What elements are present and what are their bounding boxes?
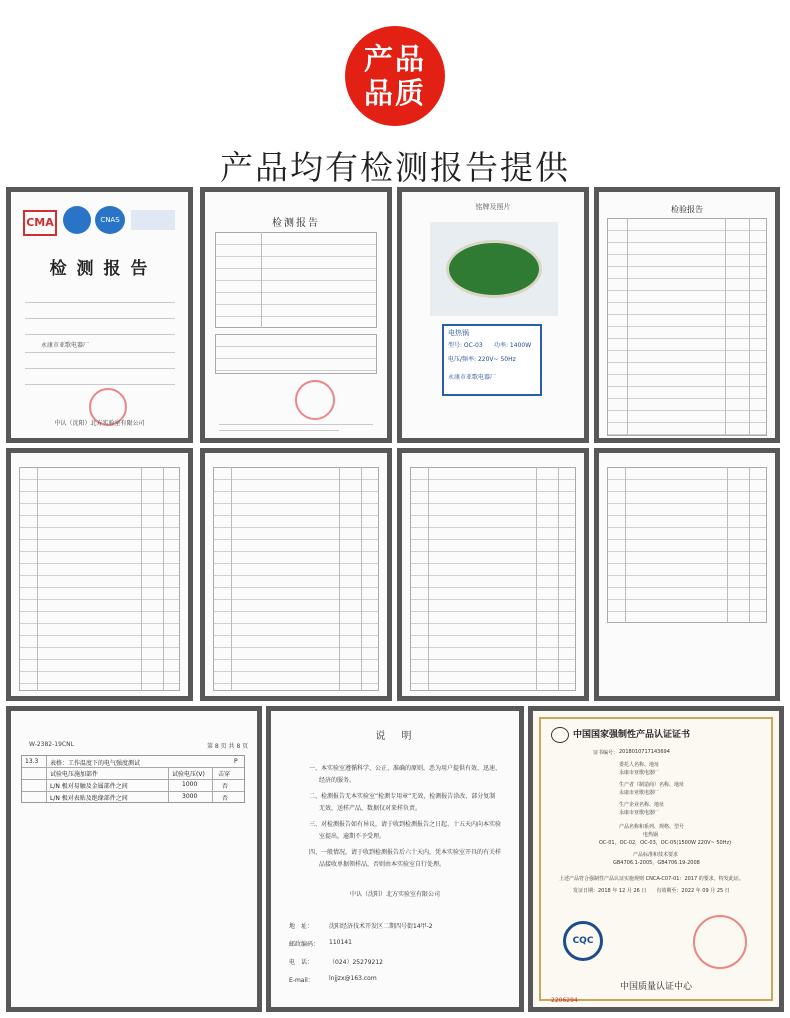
test-table-page-3-thumbnail	[397, 448, 589, 701]
row-number: 13.3	[25, 758, 39, 765]
row-2-voltage: 3000	[182, 793, 198, 800]
red-seal-stamp	[693, 915, 747, 969]
report-form-sheet	[205, 192, 387, 438]
certificate-footer: 中国质量认证中心	[619, 982, 692, 992]
product-photo-thumbnail	[397, 187, 589, 443]
test-results-thumbnail	[594, 187, 780, 443]
nameplate-maker: 永康市亚歌电器厂	[448, 374, 497, 381]
email-label: E-mail：	[289, 977, 314, 984]
voltage-test-table	[21, 755, 245, 803]
statement-line: 三、对检测报告如有异议，请于收到检测报告之日起、十五天内向本实验	[309, 821, 502, 828]
cert-product: 电热锅	[643, 832, 659, 838]
report-cover-thumbnail	[6, 187, 193, 443]
cert-section: 生产企业名称、地址	[619, 802, 665, 808]
cert-note: 上述产品符合强制性产品认证实施规则 CNCA-C07-01：2017 的要求，特发此证。	[559, 876, 744, 882]
ccc-mark-icon	[551, 727, 569, 743]
row-1-verdict: 否	[222, 783, 229, 790]
cert-section: 生产者（制造商）名称、地址	[619, 782, 685, 788]
results-page-title: 检验报告	[671, 205, 703, 214]
ccc-certificate-sheet	[533, 711, 779, 1007]
statement-line: 室提出，逾期不予受理。	[319, 833, 386, 840]
test-results-sheet	[599, 192, 775, 438]
cert-standard-label: 产品标准和技术要求	[633, 852, 679, 858]
postcode-label: 邮政编码：	[289, 941, 320, 948]
report-cover-brand: 永康市亚歌电器厂	[41, 342, 90, 349]
globe-logo-icon	[63, 206, 91, 234]
row-1-item: L/N 极对易触及金属部件之间	[50, 783, 128, 790]
page-subtitle: 产品均有检测报告提供	[220, 148, 570, 187]
cert-section: 产品名称和系列、规格、型号	[619, 824, 685, 830]
electric-pot-icon	[446, 240, 542, 298]
voltage-test-sheet	[11, 711, 257, 1007]
statement-line: 二、检测报告无本实验室“检测专用章”无效，检测报告涂改、部分复制	[309, 793, 496, 800]
report-cover-title: 检 测 报 告	[49, 259, 150, 279]
statement-title: 说 明	[375, 731, 415, 742]
row-title: 表格：工作温度下的电气强度测试	[50, 760, 141, 767]
telephone-label: 电 话：	[289, 959, 314, 966]
statement-company: 中认（沈阳）北方实验室有限公司	[349, 891, 440, 898]
cert-no-value: 2018010717143694	[619, 749, 670, 755]
photo-page-header: 铭牌及照片	[475, 203, 511, 211]
badge-line-2: 品质	[363, 76, 426, 110]
product-photo-sheet	[402, 192, 584, 438]
page-number: 第 8 页 共 8 页	[207, 743, 249, 750]
address-value: 沈阳经济技术开发区二期四号街14甲-2	[329, 923, 433, 930]
test-table-page-2-thumbnail	[200, 448, 392, 701]
address-label: 地 址：	[289, 923, 314, 930]
postcode-value: 110141	[329, 939, 352, 946]
report-cover-sheet	[11, 192, 188, 438]
cert-models: OC-01，OC-02，OC-03，OC-05(1500W 220V~ 50Hz)	[599, 840, 732, 846]
row-2-item: L/N 极对表贴及绝缘部件之间	[50, 795, 128, 802]
report-form-title: 检测报告	[272, 218, 320, 229]
ilac-logo	[131, 210, 175, 230]
badge-line-1: 产品	[363, 42, 426, 76]
row-result: P	[234, 758, 238, 765]
cert-dates: 发证日期：2018 年 12 月 26 日 有效期至：2022 年 09 月 25 日	[573, 888, 730, 894]
statement-line: 品接收单据领样品，否则由本实验室自行处理。	[319, 861, 446, 868]
nameplate-model: 型号: OC-03	[448, 342, 483, 349]
report-cover-footer: 中认（沈阳）北方实验室有限公司	[54, 420, 145, 427]
cert-value: 永康市亚歌电器厂	[619, 790, 660, 796]
cert-value: 永康市亚歌电器厂	[619, 770, 660, 776]
certificate-serial: 2206294	[551, 997, 578, 1004]
cert-value: 永康市亚歌电器厂	[619, 810, 660, 816]
email-value: lnjjzx@163.com	[329, 975, 377, 982]
nameplate-label	[442, 324, 542, 396]
voltage-test-page-thumbnail	[6, 706, 262, 1012]
report-form-thumbnail	[200, 187, 392, 443]
statement-sheet	[271, 711, 519, 1007]
cert-standard: GB4706.1-2005，GB4706.19-2008	[613, 860, 700, 866]
col-verdict: 击穿	[218, 771, 231, 778]
cnas-logo: CNAS	[95, 206, 125, 234]
red-seal-stamp	[295, 380, 335, 420]
col-item: 试验电压施加部件	[50, 771, 99, 778]
product-photo	[430, 222, 558, 316]
statement-line: 无效，送样产品，数据仅对来样负责。	[319, 805, 422, 812]
row-2-verdict: 否	[222, 795, 229, 802]
row-1-voltage: 1000	[182, 781, 198, 788]
cert-no-label: 证书编号：	[593, 750, 619, 756]
statement-line: 四、一般情况，请于收到检测报告后六十天内，凭本实验室开具的有关样	[309, 849, 502, 856]
telephone-value: （024）25279212	[329, 959, 383, 966]
nameplate-frequency: 电压/频率: 220V~ 50Hz	[448, 356, 516, 363]
statement-line: 经济的服务。	[319, 777, 356, 784]
statement-page-thumbnail	[266, 706, 524, 1012]
ccc-certificate-thumbnail	[528, 706, 784, 1012]
cqc-logo: CQC	[563, 921, 603, 961]
test-table-page-4-thumbnail	[594, 448, 780, 701]
certificate-title: 中国国家强制性产品认证证书	[573, 730, 691, 740]
cma-logo: CMA	[23, 210, 57, 236]
col-voltage: 试验电压(V)	[172, 771, 205, 778]
nameplate-power: 功率: 1400W	[494, 342, 532, 349]
page-reference: W-2382-19CNL	[29, 741, 74, 748]
nameplate-name: 电热锅	[448, 329, 469, 337]
cert-section: 委托人名称、地址	[619, 762, 660, 768]
product-quality-badge	[345, 26, 445, 126]
test-table-page-1-thumbnail	[6, 448, 193, 701]
statement-line: 一、本实验室遵循科学、公正、准确的原则，恶为用户提供有效、迅速、	[309, 765, 502, 772]
